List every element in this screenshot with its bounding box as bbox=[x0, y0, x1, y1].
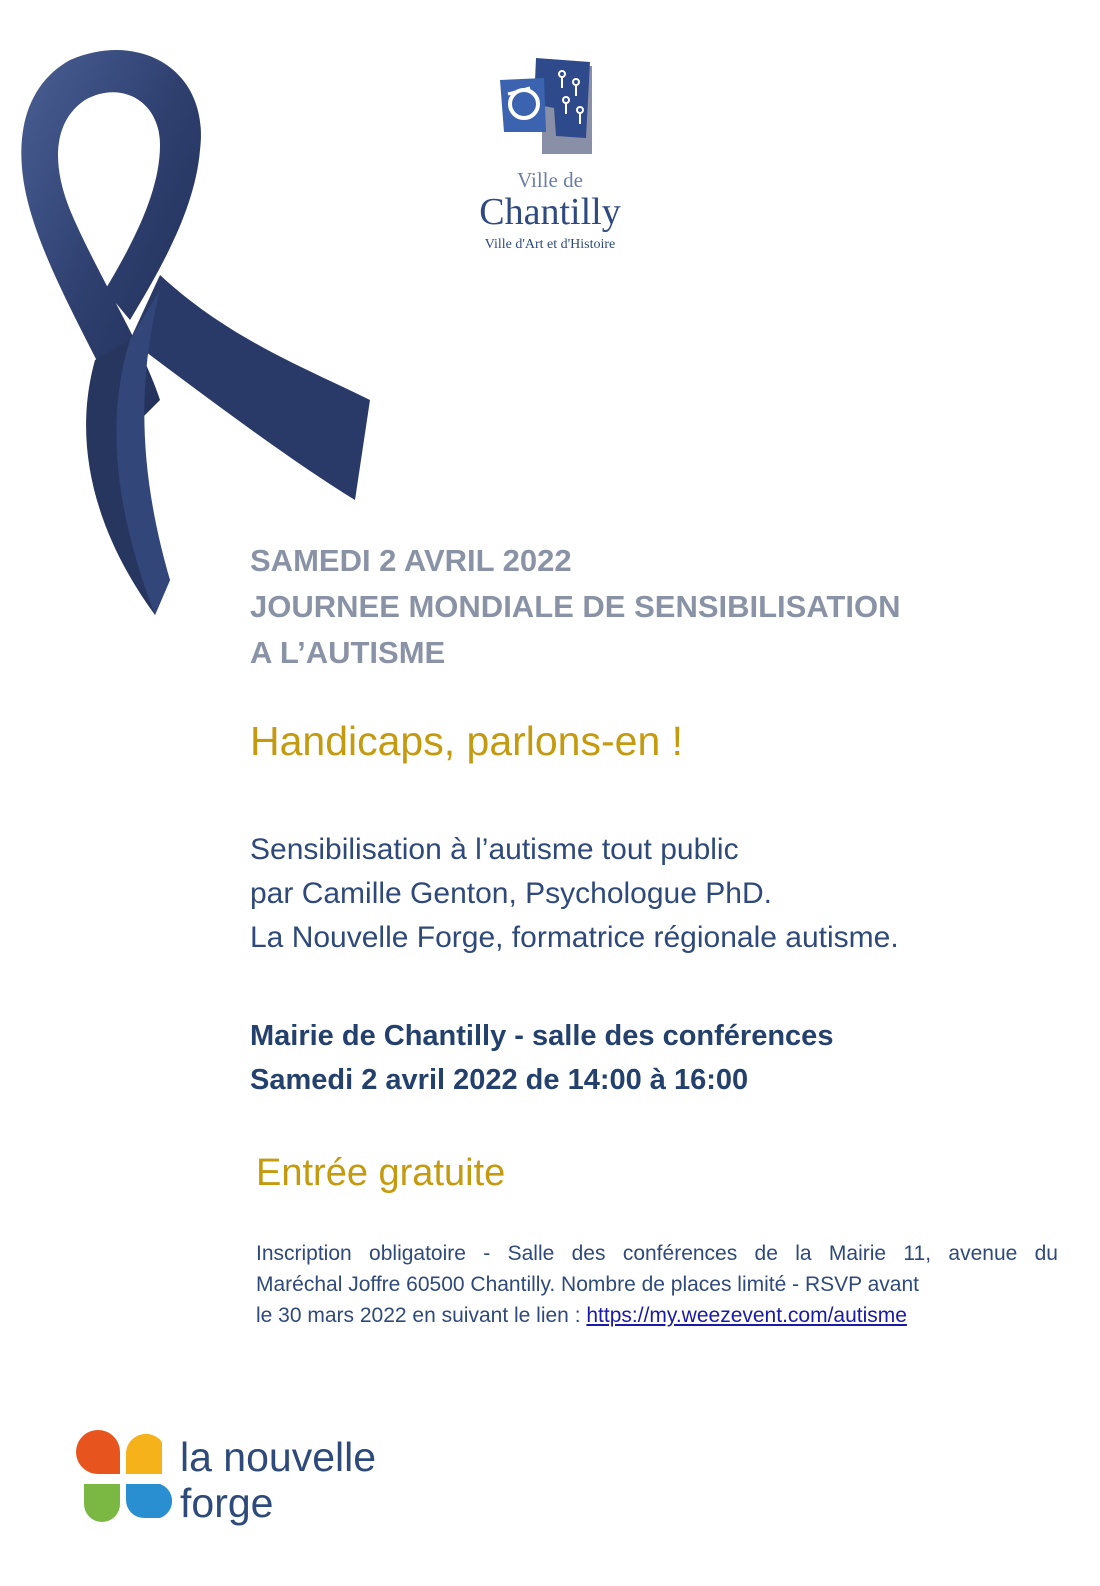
description-line: La Nouvelle Forge, formatrice régionale autisme. bbox=[250, 921, 899, 954]
event-description bbox=[250, 828, 899, 960]
registration-info bbox=[256, 1238, 1058, 1331]
headline-title: JOURNEE MONDIALE DE SENSIBILISATION bbox=[250, 589, 901, 624]
entry-free: Entrée gratuite bbox=[256, 1152, 506, 1194]
forge-wordmark-line: forge bbox=[180, 1480, 274, 1526]
description-line: par Camille Genton, Psychologue PhD. bbox=[250, 877, 772, 910]
headline-date: SAMEDI 2 AVRIL 2022 bbox=[250, 543, 572, 578]
logo-ville-de: Ville de bbox=[517, 168, 583, 192]
info-link-prefix: le 30 mars 2022 en suivant le lien : bbox=[256, 1304, 587, 1327]
info-line: Maréchal Joffre 60500 Chantilly. Nombre de places limité - RSVP avant bbox=[256, 1273, 919, 1296]
registration-link[interactable]: https://my.weezevent.com/autisme bbox=[586, 1304, 907, 1327]
chantilly-logo bbox=[465, 58, 635, 253]
logo-city-name: Chantilly bbox=[479, 191, 621, 233]
nouvelle-forge-wordmark bbox=[180, 1434, 376, 1526]
chantilly-emblem-icon bbox=[500, 58, 600, 154]
description-line: Sensibilisation à l’autisme tout public bbox=[250, 833, 739, 866]
awareness-ribbon-icon bbox=[10, 40, 380, 620]
venue-datetime: Samedi 2 avril 2022 de 14:00 à 16:00 bbox=[250, 1064, 749, 1096]
info-line: Inscription obligatoire - Salle des conférences de la Mairie 11, avenue du bbox=[256, 1242, 1058, 1265]
logo-tagline: Ville d'Art et d'Histoire bbox=[484, 237, 616, 252]
info-line bbox=[256, 1300, 1058, 1331]
forge-wordmark-line: la nouvelle bbox=[180, 1434, 377, 1480]
event-headline bbox=[250, 538, 901, 676]
event-tagline: Handicaps, parlons-en ! bbox=[250, 718, 684, 764]
venue-location: Mairie de Chantilly - salle des conférences bbox=[250, 1020, 834, 1052]
event-venue bbox=[250, 1014, 833, 1102]
headline-title-end: A L’AUTISME bbox=[250, 635, 446, 670]
